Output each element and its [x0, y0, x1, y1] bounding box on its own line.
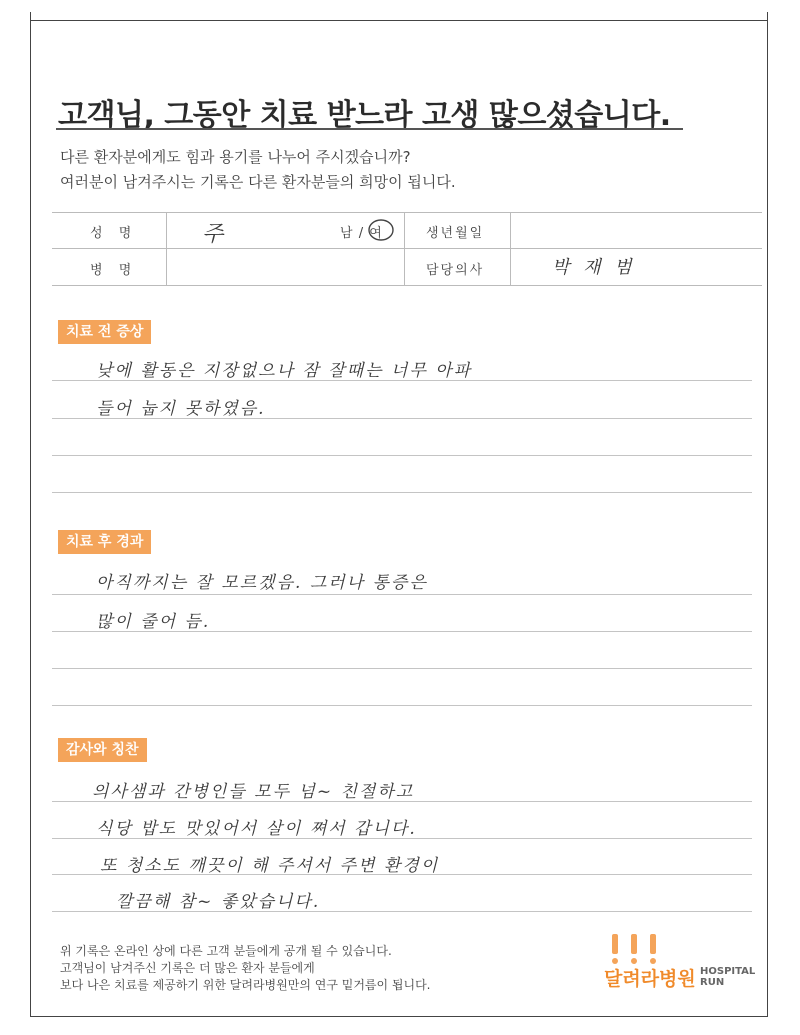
writing-line	[52, 874, 752, 875]
thanks-line-3[interactable]: 또 청소도 깨끗이 해 주셔서 주변 환경이	[100, 856, 440, 876]
patient-info-table	[52, 212, 762, 286]
thanks-line-1[interactable]: 의사샘과 간병인들 모두 넘~ 친절하고	[92, 782, 415, 802]
writing-line	[52, 801, 752, 802]
writing-line	[52, 380, 752, 381]
writing-line	[52, 594, 752, 595]
hospital-logo	[604, 934, 754, 994]
name-value[interactable]: 주	[202, 222, 224, 247]
after-treatment-line-2[interactable]: 많이 줄어 듬.	[96, 612, 211, 632]
page-title: 고객님, 그동안 치료 받느라 고생 많으셨습니다.	[58, 98, 671, 133]
doctor-label: 담당의사	[426, 263, 485, 278]
title-underline	[56, 128, 683, 130]
birth-label: 생년월일	[426, 226, 485, 241]
table-divider	[52, 248, 762, 249]
footer-notice-line-3: 보다 나은 치료를 제공하기 위한 달려라병원만의 연구 밑거름이 됩니다.	[60, 978, 431, 992]
writing-line	[52, 418, 752, 419]
thanks-line-4[interactable]: 깔끔해 참~ 좋았습니다.	[116, 892, 321, 912]
writing-line	[52, 911, 752, 912]
table-divider	[404, 213, 405, 285]
name-label: 성 명	[90, 226, 138, 241]
writing-line	[52, 492, 752, 493]
footer-notice-line-1: 위 기록은 온라인 상에 다른 고객 분들에게 공개 될 수 있습니다.	[60, 944, 392, 958]
logo-english: HOSPITAL RUN	[700, 966, 756, 988]
disease-label: 병 명	[90, 263, 138, 278]
table-divider	[510, 213, 511, 285]
writing-line	[52, 631, 752, 632]
logo-name: 달려라병원	[604, 968, 696, 990]
subtitle-line-1: 다른 환자분에게도 힘과 용기를 나누어 주시겠습니까?	[60, 148, 411, 166]
gender-label: 남 / 여	[340, 226, 383, 241]
thanks-line-2[interactable]: 식당 밥도 맛있어서 살이 쪄서 갑니다.	[96, 819, 417, 839]
section-badge-before-treatment: 치료 전 증상	[58, 320, 151, 344]
writing-line	[52, 705, 752, 706]
gender-circle-mark	[366, 217, 396, 243]
subtitle-line-2: 여러분이 남겨주시는 기록은 다른 환자분들의 희망이 됩니다.	[60, 173, 456, 191]
section-badge-thanks: 감사와 칭찬	[58, 738, 147, 762]
section-badge-after-treatment: 치료 후 경과	[58, 530, 151, 554]
footer-notice-line-2: 고객님이 남겨주신 기록은 더 많은 환자 분들에게	[60, 961, 315, 975]
after-treatment-line-1[interactable]: 아직까지는 잘 모르겠음. 그러나 통증은	[96, 573, 428, 593]
writing-line	[52, 455, 752, 456]
writing-line	[52, 668, 752, 669]
before-treatment-line-1[interactable]: 낮에 활동은 지장없으나 잠 잘때는 너무 아파	[96, 361, 473, 381]
table-divider	[166, 213, 167, 285]
writing-line	[52, 838, 752, 839]
doctor-value[interactable]: 박 재 범	[552, 257, 636, 278]
exclamation-marks-icon	[608, 934, 664, 968]
before-treatment-line-2[interactable]: 들어 눕지 못하였음.	[96, 399, 266, 419]
